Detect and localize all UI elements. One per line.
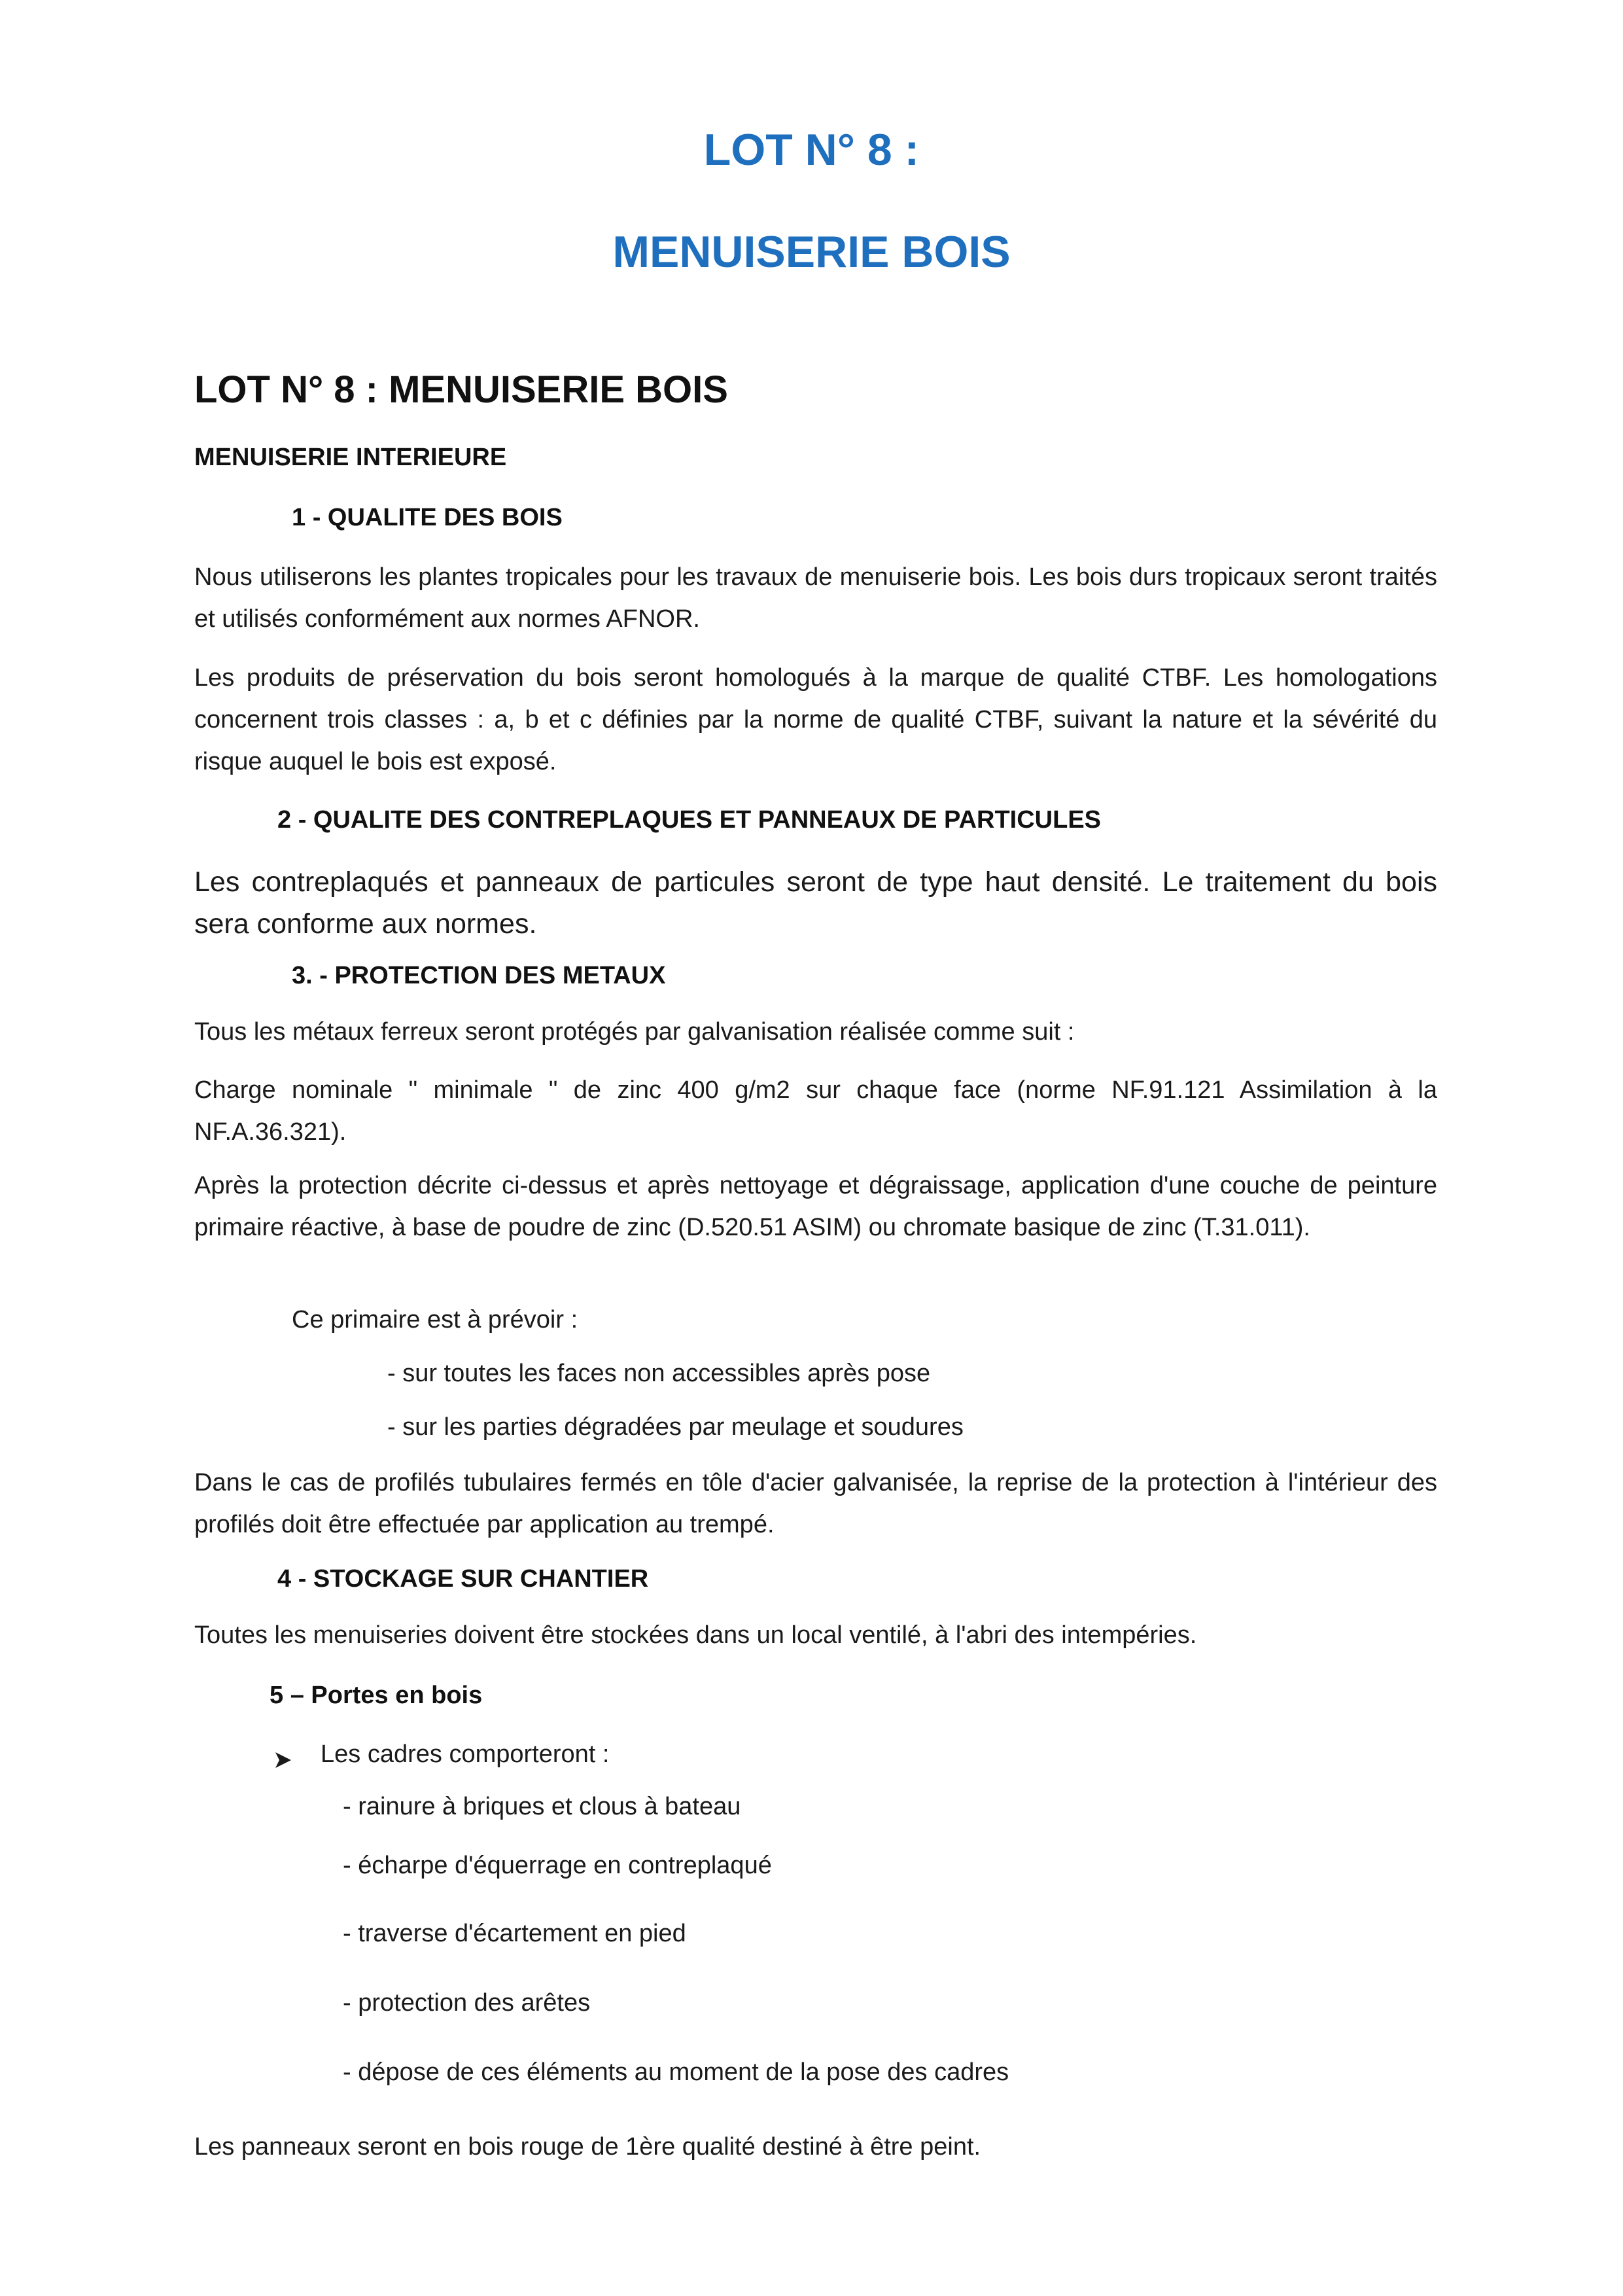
document-title-line2: MENUISERIE BOIS — [612, 227, 1011, 277]
section-3-paragraph-2: Charge nominale " minimale " de zinc 400 g/m2 sur chaque face (norme NF.91.121 Assimilation à la NF.A.36.321). — [194, 1076, 1437, 1146]
primer-item-2: - sur les parties dégradées par meulage et soudures — [387, 1413, 964, 1441]
section-1-paragraph-2: Les produits de préservation du bois seront homologués à la marque de qualité CTBF. Les homologations concernent trois classes : a, b et c définies par la norme de qualité CTBF, suivant la nature et la sévérité du risque auquel le bois est exposé. — [194, 664, 1437, 775]
list-item: - écharpe d'équerrage en contreplaqué — [343, 1852, 772, 1879]
section-5-heading: 5 – Portes en bois — [270, 1682, 483, 1709]
section-1-paragraph-1: Nous utiliserons les plantes tropicales pour les travaux de menuiserie bois. Les bois durs tropicaux seront traités et utilisés conformément aux normes AFNOR. — [194, 563, 1437, 633]
arrow-bullet-icon — [273, 1750, 293, 1770]
section-2-heading: 2 - QUALITE DES CONTREPLAQUES ET PANNEAUX DE PARTICULES — [277, 806, 1102, 834]
final-paragraph: Les panneaux seront en bois rouge de 1ère qualité destiné à être peint. — [194, 2133, 981, 2161]
main-heading: LOT N° 8 : MENUISERIE BOIS — [194, 368, 728, 411]
list-item: - dépose de ces éléments au moment de la pose des cadres — [343, 2058, 1009, 2086]
section-3-heading: 3. - PROTECTION DES METAUX — [292, 962, 666, 989]
primer-intro: Ce primaire est à prévoir : — [292, 1306, 578, 1333]
section-heading: MENUISERIE INTERIEURE — [194, 444, 507, 471]
list-item: - protection des arêtes — [343, 1989, 591, 2017]
section-3-paragraph-3: Après la protection décrite ci-dessus et après nettoyage et dégraissage, application d'une couche de peinture primaire réactive, à base de poudre de zinc (D.520.51 ASIM) ou chromate basique de zinc (T.31.011). — [194, 1172, 1437, 1241]
section-1-heading: 1 - QUALITE DES BOIS — [292, 504, 563, 531]
list-item: - traverse d'écartement en pied — [343, 1920, 686, 1947]
primer-item-1: - sur toutes les faces non accessibles après pose — [387, 1360, 931, 1387]
section-2-paragraph-1: Les contreplaqués et panneaux de particules seront de type haut densité. Le traitement du bois sera conforme aux normes. — [194, 866, 1437, 940]
section-4-paragraph-1: Toutes les menuiseries doivent être stockées dans un local ventilé, à l'abri des intempéries. — [194, 1621, 1197, 1649]
section-4-heading: 4 - STOCKAGE SUR CHANTIER — [277, 1565, 649, 1593]
bullet-label: Les cadres comporteront : — [321, 1740, 610, 1768]
document-title-line1: LOT N° 8 : — [703, 125, 920, 175]
section-3-paragraph-1: Tous les métaux ferreux seront protégés par galvanisation réalisée comme suit : — [194, 1018, 1075, 1046]
section-3-paragraph-4: Dans le cas de profilés tubulaires fermés en tôle d'acier galvanisée, la reprise de la protection à l'intérieur des profilés doit être effectuée par application au trempé. — [194, 1469, 1437, 1538]
list-item: - rainure à briques et clous à bateau — [343, 1793, 741, 1820]
